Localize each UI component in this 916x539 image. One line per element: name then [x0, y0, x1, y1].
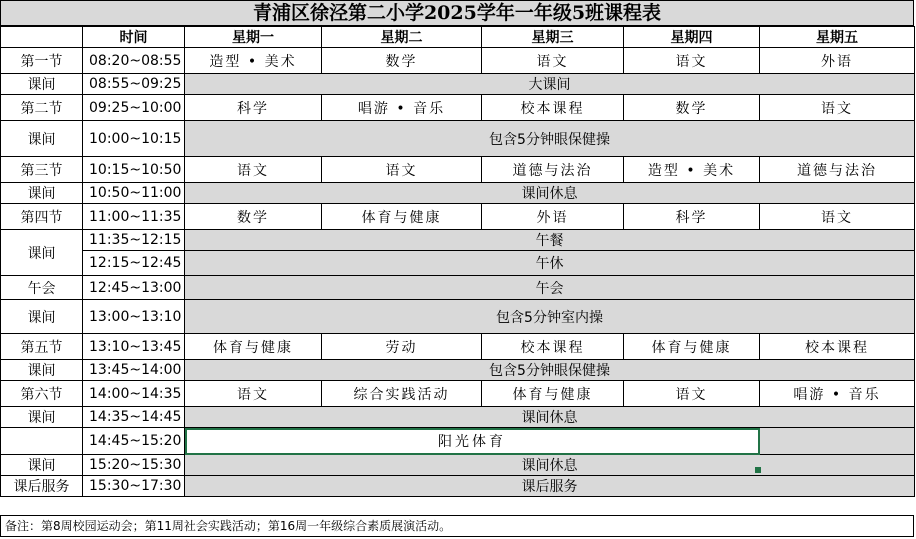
break-cell[interactable]: 课间休息 [185, 407, 915, 428]
subject-cell[interactable]: 语文 [185, 157, 322, 183]
table-row [1, 48, 915, 74]
header-cell-monday[interactable]: 星期一 [185, 27, 322, 48]
selection-fill-handle[interactable] [755, 467, 761, 473]
table-row [1, 381, 915, 407]
subject-cell[interactable]: 数学 [322, 48, 482, 74]
table-row [1, 407, 915, 428]
period-cell[interactable]: 第二节 [1, 95, 83, 121]
subject-cell[interactable]: 体育与健康 [322, 204, 482, 230]
subject-cell[interactable]: 校本课程 [482, 334, 624, 360]
time-cell[interactable]: 13:10~13:45 [83, 334, 185, 360]
table-row [1, 300, 915, 334]
subject-cell[interactable]: 唱游 • 音乐 [760, 381, 915, 407]
table-row [1, 428, 915, 455]
time-cell[interactable]: 11:00~11:35 [83, 204, 185, 230]
time-cell[interactable]: 12:15~12:45 [83, 251, 185, 276]
period-cell[interactable]: 课间 [1, 300, 83, 334]
period-cell[interactable]: 第五节 [1, 334, 83, 360]
subject-cell[interactable]: 语文 [322, 157, 482, 183]
table-row [1, 157, 915, 183]
time-cell[interactable]: 15:20~15:30 [83, 455, 185, 476]
blank-cell[interactable] [760, 428, 915, 455]
period-cell[interactable]: 课间 [1, 183, 83, 204]
time-cell[interactable]: 14:35~14:45 [83, 407, 185, 428]
break-cell[interactable]: 课间休息 [185, 455, 915, 476]
footnote[interactable]: 备注：第8周校园运动会；第11周社会实践活动；第16周一年级综合素质展演活动。 [0, 515, 914, 537]
header-row [1, 27, 915, 48]
time-cell[interactable]: 13:45~14:00 [83, 360, 185, 381]
subject-cell[interactable]: 道德与法治 [760, 157, 915, 183]
subject-cell[interactable]: 造型 • 美术 [624, 157, 760, 183]
time-cell[interactable]: 15:30~17:30 [83, 476, 185, 497]
break-cell[interactable]: 课后服务 [185, 476, 915, 497]
time-cell[interactable]: 08:55~09:25 [83, 74, 185, 95]
period-cell[interactable]: 第一节 [1, 48, 83, 74]
break-cell[interactable]: 午休 [185, 251, 915, 276]
sunshine-sports-cell[interactable]: 阳光体育 [185, 428, 760, 455]
break-cell[interactable]: 午会 [185, 276, 915, 300]
table-row [1, 183, 915, 204]
break-cell[interactable]: 包含5分钟眼保健操 [185, 121, 915, 157]
table-row [1, 74, 915, 95]
period-cell[interactable]: 课间 [1, 74, 83, 95]
table-row [1, 251, 915, 276]
subject-cell[interactable]: 劳动 [322, 334, 482, 360]
break-cell[interactable]: 午餐 [185, 230, 915, 251]
period-cell[interactable]: 课间 [1, 455, 83, 476]
table-row [1, 230, 915, 251]
subject-cell[interactable]: 体育与健康 [185, 334, 322, 360]
subject-cell[interactable]: 语文 [760, 204, 915, 230]
time-cell[interactable]: 10:15~10:50 [83, 157, 185, 183]
period-cell[interactable]: 课间 [1, 407, 83, 428]
page-title: 青浦区徐泾第二小学2025学年一年级5班课程表 [0, 0, 914, 26]
table-row [1, 276, 915, 300]
break-cell[interactable]: 包含5分钟眼保健操 [185, 360, 915, 381]
time-cell[interactable]: 11:35~12:15 [83, 230, 185, 251]
table-row [1, 476, 915, 497]
subject-cell[interactable]: 体育与健康 [624, 334, 760, 360]
subject-cell[interactable]: 数学 [185, 204, 322, 230]
header-cell-time[interactable]: 时间 [83, 27, 185, 48]
header-cell-blank[interactable] [1, 27, 83, 48]
table-row [1, 95, 915, 121]
time-cell[interactable]: 12:45~13:00 [83, 276, 185, 300]
subject-cell[interactable]: 体育与健康 [482, 381, 624, 407]
subject-cell[interactable]: 唱游 • 音乐 [322, 95, 482, 121]
header-cell-tuesday[interactable]: 星期二 [322, 27, 482, 48]
subject-cell[interactable]: 校本课程 [482, 95, 624, 121]
subject-cell[interactable]: 科学 [624, 204, 760, 230]
subject-cell[interactable]: 语文 [482, 48, 624, 74]
period-cell[interactable]: 第六节 [1, 381, 83, 407]
header-cell-wednesday[interactable]: 星期三 [482, 27, 624, 48]
table-row [1, 121, 915, 157]
table-row [1, 360, 915, 381]
period-cell[interactable]: 课后服务 [1, 476, 83, 497]
time-cell[interactable]: 08:20~08:55 [83, 48, 185, 74]
table-row [1, 334, 915, 360]
subject-cell[interactable]: 语文 [624, 381, 760, 407]
table-row [1, 455, 915, 476]
table-row [1, 204, 915, 230]
subject-cell[interactable]: 外语 [482, 204, 624, 230]
subject-cell[interactable]: 校本课程 [760, 334, 915, 360]
period-cell[interactable]: 午会 [1, 276, 83, 300]
subject-cell[interactable]: 语文 [185, 381, 322, 407]
break-cell[interactable]: 大课间 [185, 74, 915, 95]
subject-cell[interactable]: 数学 [624, 95, 760, 121]
header-cell-thursday[interactable]: 星期四 [624, 27, 760, 48]
period-cell[interactable] [1, 428, 83, 455]
subject-cell[interactable]: 道德与法治 [482, 157, 624, 183]
period-cell[interactable]: 第三节 [1, 157, 83, 183]
subject-cell[interactable]: 外语 [760, 48, 915, 74]
period-cell[interactable]: 第四节 [1, 204, 83, 230]
time-cell[interactable]: 09:25~10:00 [83, 95, 185, 121]
time-cell[interactable]: 13:00~13:10 [83, 300, 185, 334]
subject-cell[interactable]: 综合实践活动 [322, 381, 482, 407]
break-cell[interactable]: 包含5分钟室内操 [185, 300, 915, 334]
time-cell[interactable]: 14:45~15:20 [83, 428, 185, 455]
schedule-table [0, 26, 915, 497]
break-cell[interactable]: 课间休息 [185, 183, 915, 204]
subject-cell[interactable]: 语文 [624, 48, 760, 74]
subject-cell[interactable]: 造型 • 美术 [185, 48, 322, 74]
period-cell[interactable]: 课间 [1, 360, 83, 381]
subject-cell[interactable]: 语文 [760, 95, 915, 121]
period-cell[interactable]: 课间 [1, 230, 83, 276]
subject-cell[interactable]: 科学 [185, 95, 322, 121]
time-cell[interactable]: 10:50~11:00 [83, 183, 185, 204]
time-cell[interactable]: 10:00~10:15 [83, 121, 185, 157]
header-cell-friday[interactable]: 星期五 [760, 27, 915, 48]
time-cell[interactable]: 14:00~14:35 [83, 381, 185, 407]
period-cell[interactable]: 课间 [1, 121, 83, 157]
